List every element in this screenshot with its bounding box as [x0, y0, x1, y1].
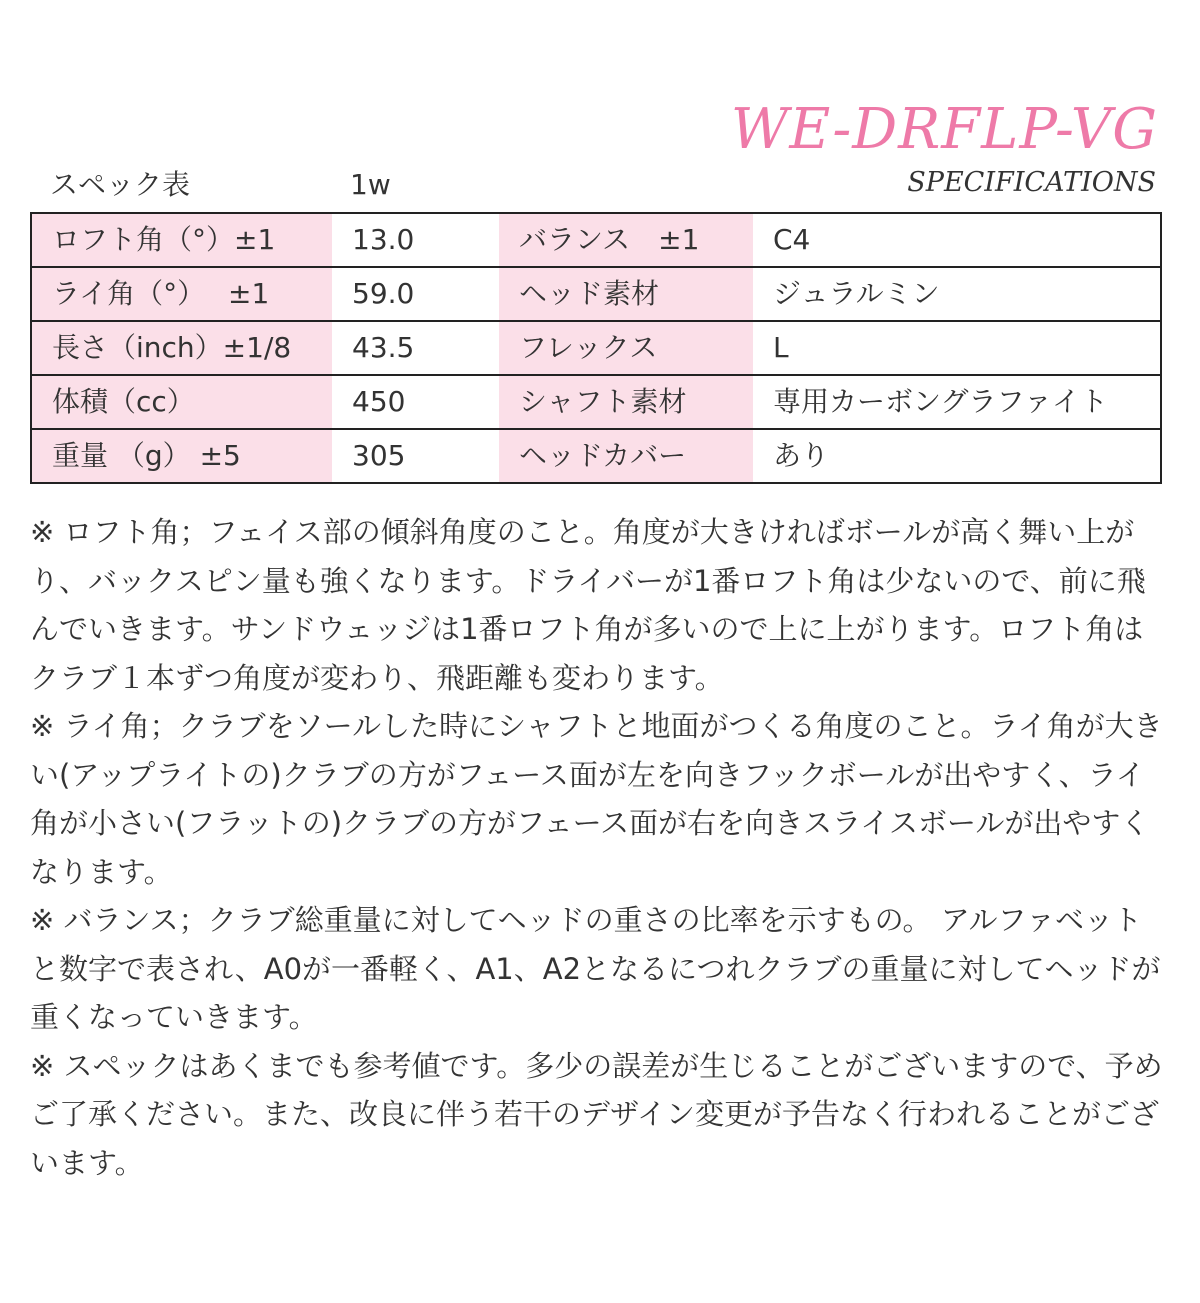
- spec-row-lie: [31, 267, 1161, 321]
- note-balance: ※ バランス；クラブ総重量に対してヘッドの重さの比率を示すもの。 アルファベットと数字で表され、A0が一番軽く、A1、A2となるにつれクラブの重量に対してヘッドが重くなっていきます。: [30, 903, 1161, 1034]
- spec-value-weight: 305: [332, 429, 499, 483]
- spec-label-shaft-material: シャフト素材: [499, 375, 753, 429]
- spec-value-volume: 450: [332, 375, 499, 429]
- spec-value-flex: L: [753, 321, 1161, 375]
- spec-value-balance: C4: [753, 213, 1161, 267]
- spec-label-balance: バランス ±1: [499, 213, 753, 267]
- spec-value-head-material: ジュラルミン: [753, 267, 1161, 321]
- spec-label-flex: フレックス: [499, 321, 753, 375]
- model-code-title: WE-DRFLP-VG: [730, 97, 1158, 162]
- spec-value-loft: 13.0: [332, 213, 499, 267]
- spec-label-head-material: ヘッド素材: [499, 267, 753, 321]
- spec-value-length: 43.5: [332, 321, 499, 375]
- note-lie-angle: ※ ライ角；クラブをソールした時にシャフトと地面がつくる角度のこと。ライ角が大きい(アップライトの)クラブの方がフェース面が左を向きフックボールが出やすく、ライ角が小さい(フラットの)クラブの方がフェース面が右を向きスライスボールが出やすくなります。: [30, 709, 1163, 889]
- spec-table: [30, 212, 1162, 484]
- spec-notes: [30, 508, 1170, 1187]
- spec-row-weight: [31, 429, 1161, 483]
- club-type-label: 1w: [350, 168, 391, 201]
- note-loft-angle: ※ ロフト角；フェイス部の傾斜角度のこと。角度が大きければボールが高く舞い上がり、バックスピン量も強くなります。ドライバーが1番ロフト角は少ないので、前に飛んでいきます。サンドウェッジは1番ロフト角が多いので上に上がります。ロフト角はクラブ１本ずつ角度が変わり、飛距離も変わります。: [30, 515, 1146, 695]
- note-disclaimer: ※ スペックはあくまでも参考値です。多少の誤差が生じることがございますので、予めご了承ください。また、改良に伴う若干のデザイン変更が予告なく行われることがございます。: [30, 1048, 1163, 1180]
- spec-label-loft: ロフト角（°）±1: [31, 213, 332, 267]
- spec-label-head-cover: ヘッドカバー: [499, 429, 753, 483]
- spec-label-length: 長さ（inch）±1/8: [31, 321, 332, 375]
- spec-label-lie: ライ角（°） ±1: [31, 267, 332, 321]
- spec-label-weight: 重量 （g） ±5: [31, 429, 332, 483]
- spec-row-volume: [31, 375, 1161, 429]
- spec-row-length: [31, 321, 1161, 375]
- spec-row-loft: [31, 213, 1161, 267]
- specifications-subtitle: SPECIFICATIONS: [907, 167, 1156, 198]
- spec-table-caption: スペック表: [50, 168, 191, 201]
- spec-value-lie: 59.0: [332, 267, 499, 321]
- spec-value-head-cover: あり: [753, 429, 1161, 483]
- spec-value-shaft-material: 専用カーボングラファイト: [753, 375, 1161, 429]
- spec-label-volume: 体積（cc）: [31, 375, 332, 429]
